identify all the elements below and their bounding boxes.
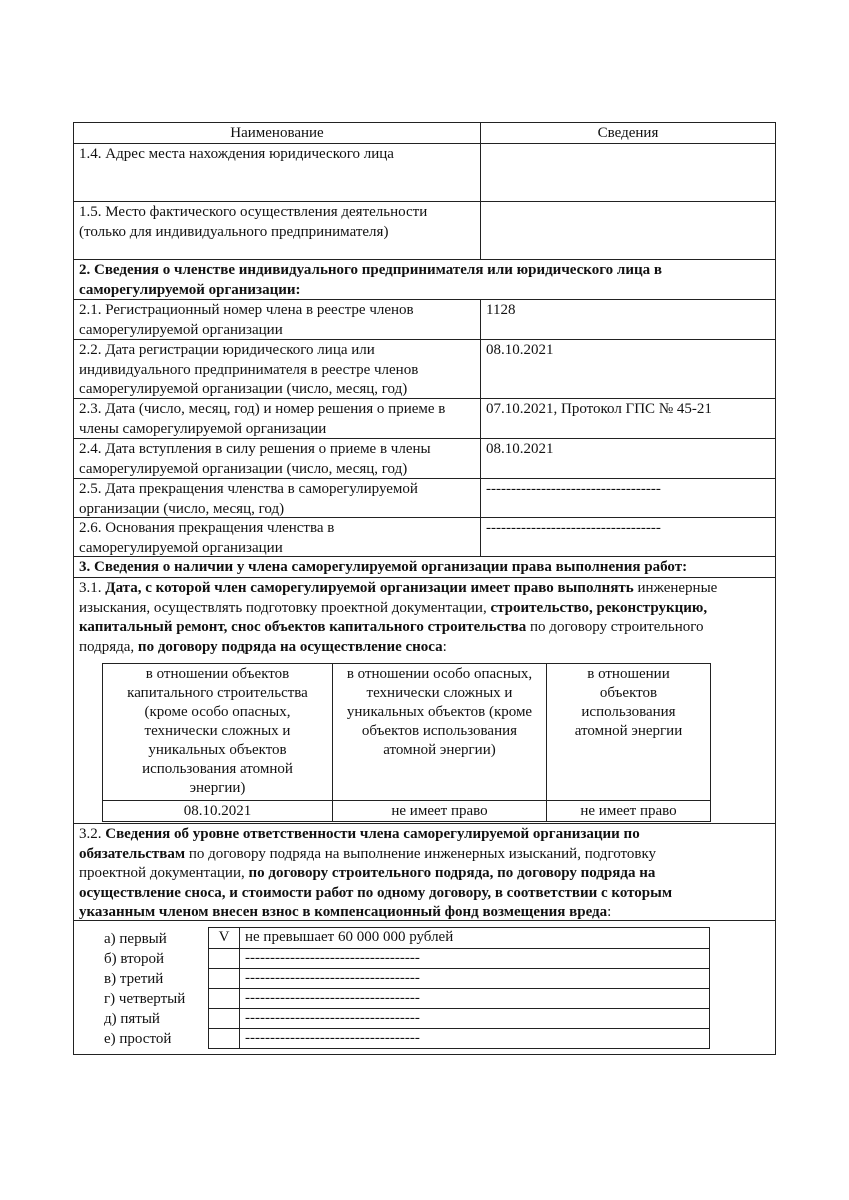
level-check-mark <box>209 989 240 1008</box>
section-title-line: 3. Сведения о наличии у члена саморегулируемой организации права выполнения работ: <box>79 559 688 575</box>
rights-table-wrap <box>79 657 770 828</box>
level-label: в) третий <box>104 971 164 987</box>
rights-table-header <box>103 664 710 800</box>
level-label: а) первый <box>104 931 167 947</box>
table-header-row <box>74 123 775 143</box>
level-grid <box>208 927 710 1049</box>
table-row-2-3 <box>74 398 775 438</box>
level-row <box>209 928 709 948</box>
level-label: д) пятый <box>104 1011 160 1027</box>
row-label <box>74 479 481 517</box>
section-title-line: 2. Сведения о членстве индивидуального предпринимателя или юридического лица в <box>79 262 662 278</box>
row-label-line: 1.5. Место фактического осуществления деятельности <box>79 204 428 220</box>
section-3-title <box>74 557 775 577</box>
registration-date: 08.10.2021 <box>486 342 554 358</box>
row-label-line: 2.1. Регистрационный номер члена в реестре членов <box>79 302 414 318</box>
paragraph-line: 3.1. Дата, с которой член саморегулируемой организации имеет право выполнять инженерные <box>79 580 718 596</box>
row-label-line: 2.4. Дата вступления в силу решения о приеме в члены <box>79 441 431 457</box>
paragraph-line: 3.2. Сведения об уровне ответственности члена саморегулируемой организации по <box>79 826 640 842</box>
level-text: ----------------------------------- <box>245 950 420 966</box>
row-label-line: саморегулируемой организации (число, месяц, год) <box>79 460 408 477</box>
row-label <box>74 439 481 478</box>
admission-decision: 07.10.2021, Протокол ГПС № 45-21 <box>486 401 712 417</box>
table-row-3-1 <box>74 577 775 823</box>
table-row-3-2 <box>74 823 775 920</box>
row-label-line: индивидуального предпринимателя в реестре членов <box>79 361 419 378</box>
level-text: ----------------------------------- <box>245 1010 420 1026</box>
row-label-line: саморегулируемой организации <box>79 539 283 556</box>
row-label-line: организации (число, месяц, год) <box>79 500 285 517</box>
level-text: ----------------------------------- <box>245 970 420 986</box>
rights-value-nuclear: не имеет право <box>580 803 677 819</box>
termination-date: ----------------------------------- <box>486 481 661 497</box>
rights-header-capital: в отношении объектов капитального строительства (кроме особо опасных, технически сложных и уникальных объектов использования атомной энергии) <box>103 664 333 800</box>
level-check-mark <box>209 969 240 988</box>
level-label: г) четвертый <box>104 991 186 1007</box>
liability-levels-row <box>74 920 775 1054</box>
paragraph-3-1 <box>74 578 775 823</box>
liability-levels <box>74 921 775 1067</box>
level-check-mark: V <box>209 928 240 948</box>
row-label <box>74 340 481 398</box>
level-text: ----------------------------------- <box>245 1030 420 1046</box>
section-3-title-row <box>74 556 775 577</box>
row-label: 1.4. Адрес места нахождения юридического лица <box>74 144 481 201</box>
level-check-mark <box>209 1009 240 1028</box>
row-value <box>481 144 775 201</box>
paragraph-line: капитальный ремонт, снос объектов капитального строительства по договору строительного <box>79 619 704 635</box>
rights-value-capital: 08.10.2021 <box>103 801 333 821</box>
row-label-line: (только для индивидуального предпринимателя) <box>79 223 389 240</box>
paragraph-line: подряда, по договору подряда на осуществление сноса: <box>79 638 447 655</box>
level-text: не превышает 60 000 000 рублей <box>245 929 454 945</box>
level-labels <box>104 929 185 1049</box>
level-text: ----------------------------------- <box>245 990 420 1006</box>
registration-number: 1128 <box>486 302 516 318</box>
table-row-2-2 <box>74 339 775 398</box>
rights-table-values <box>103 800 710 821</box>
level-row <box>209 1028 709 1048</box>
paragraph-line: осуществление сноса, и стоимости работ по одному договору, в соответствии с которым <box>79 884 673 901</box>
row-label-line: 2.5. Дата прекращения членства в саморегулируемой <box>79 481 418 497</box>
row-label <box>74 202 481 259</box>
row-label <box>74 300 481 339</box>
table-row-1-5 <box>74 201 775 259</box>
row-label-line: члены саморегулируемой организации <box>79 420 327 437</box>
row-label-line: 2.6. Основания прекращения членства в <box>79 520 335 536</box>
section-2-title <box>74 260 775 299</box>
level-row <box>209 968 709 988</box>
row-label-line: саморегулируемой организации (число, месяц, год) <box>79 381 408 397</box>
section-2-title-row <box>74 259 775 299</box>
rights-table <box>102 663 711 822</box>
paragraph-line: обязательствам по договору подряда на выполнение инженерных изысканий, подготовку <box>79 845 657 862</box>
table-row-2-1 <box>74 299 775 339</box>
row-label-line: 2.2. Дата регистрации юридического лица или <box>79 342 375 358</box>
table-row-1-4 <box>74 143 775 201</box>
rights-header-nuclear: в отношении объектов использования атомной энергии <box>574 666 683 739</box>
level-row <box>209 1008 709 1028</box>
level-check-mark <box>209 949 240 968</box>
row-label <box>74 518 481 556</box>
paragraph-3-2 <box>74 824 775 920</box>
member-info-table <box>73 122 776 1055</box>
level-check-mark <box>209 1029 240 1048</box>
rights-header-hazardous: в отношении особо опасных, технически сложных и уникальных объектов (кроме объектов использования атомной энергии) <box>333 664 547 800</box>
row-label-line: 2.3. Дата (число, месяц, год) и номер решения о приеме в <box>79 401 446 417</box>
paragraph-line: проектной документации, по договору строительного подряда, по договору подряда на <box>79 865 656 881</box>
row-label <box>74 399 481 438</box>
level-row <box>209 988 709 1008</box>
level-label: е) простой <box>104 1031 172 1047</box>
header-name: Наименование <box>74 123 481 143</box>
section-title-line: саморегулируемой организации: <box>79 281 301 298</box>
rights-value-hazardous: не имеет право <box>333 801 547 821</box>
level-row <box>209 948 709 968</box>
effective-date: 08.10.2021 <box>486 441 554 457</box>
row-label-line: саморегулируемой организации <box>79 321 283 338</box>
table-row-2-4 <box>74 438 775 478</box>
row-value <box>481 202 775 259</box>
termination-reason: ----------------------------------- <box>486 520 661 536</box>
table-row-2-6 <box>74 517 775 556</box>
level-label: б) второй <box>104 951 164 967</box>
table-row-2-5 <box>74 478 775 517</box>
header-value: Сведения <box>597 125 659 141</box>
paragraph-line: указанным членом внесен взнос в компенсационный фонд возмещения вреда: <box>79 904 612 920</box>
paragraph-line: изыскания, осуществлять подготовку проектной документации, строительство, реконструкцию, <box>79 599 708 616</box>
